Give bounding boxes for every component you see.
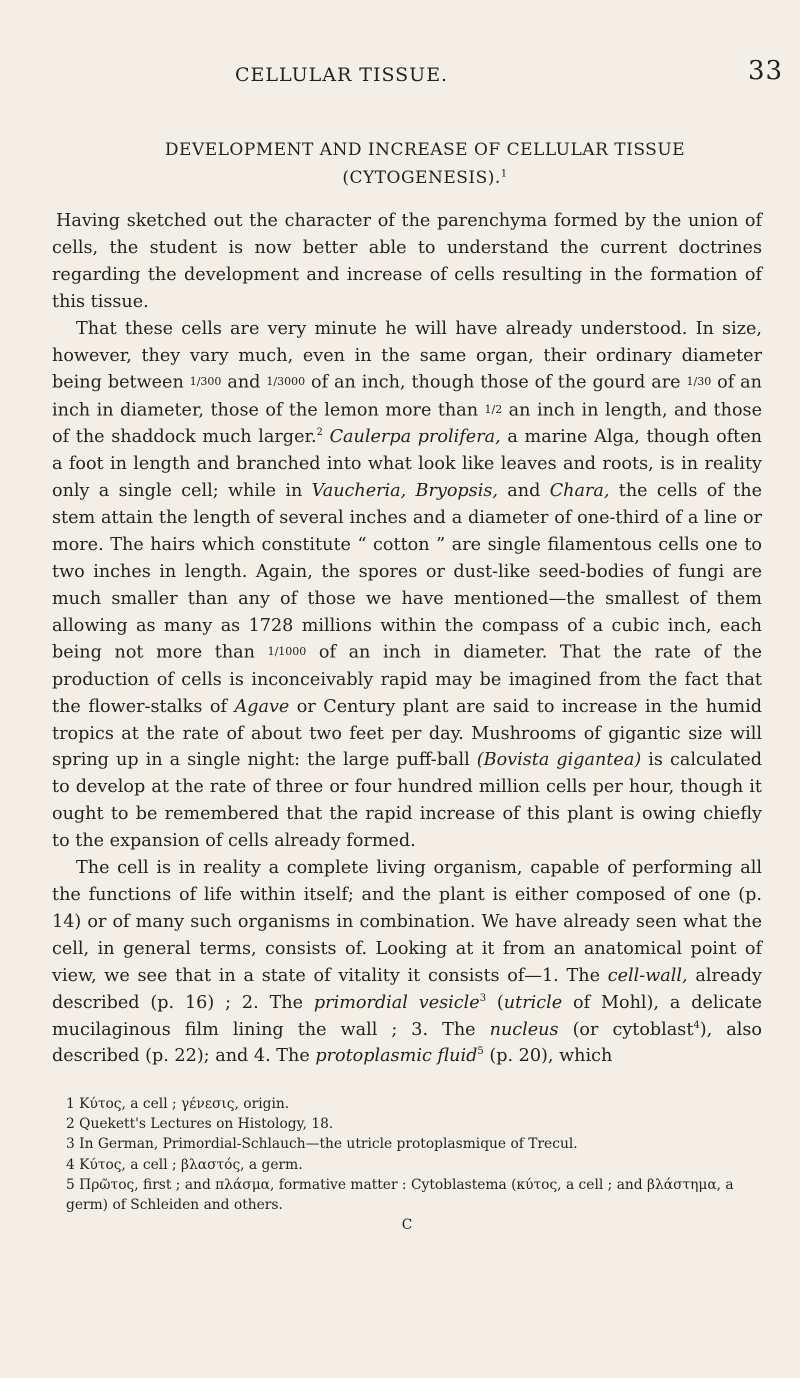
text-run: of an inch, though those of the gourd are: [305, 372, 687, 393]
italic-run: Caulerpa prolifera,: [329, 427, 501, 448]
text-run: That these cells are very minute he will have already understood. In size, however, they vary much, even in the same organ, their ordinary diameter being between: [52, 318, 762, 393]
footnote-ref-4: 4: [693, 1019, 700, 1031]
footnote-ref-5: 5: [477, 1046, 484, 1058]
text-run: (p. 20), which: [483, 1046, 613, 1067]
text-run: (: [486, 992, 504, 1013]
body-text: [52, 208, 762, 1070]
section-heading: [90, 136, 760, 192]
footnote-ref-3: 3: [479, 992, 487, 1004]
footnote-4: 4 Κύτος, a cell ; βλαστός, a germ.: [66, 1156, 303, 1173]
text-run: of Mohl), a delicate mucilaginous film lining the wall ; 3. The: [52, 992, 762, 1040]
running-head-title: CELLULAR TISSUE.: [235, 64, 449, 86]
footnote-ref-2: 2: [316, 427, 323, 439]
footnote-2: 2 Quekett's Lectures on Histology, 18.: [66, 1116, 334, 1133]
italic-run: Agave: [234, 696, 290, 717]
footnote-1: 1 Κύτος, a cell ; γένεσις, origin.: [66, 1096, 290, 1112]
text-run: (or cytoblast: [558, 1019, 694, 1040]
paragraph-3: [52, 855, 762, 1070]
text-run: and: [497, 480, 550, 501]
fraction: 1/300: [189, 375, 222, 389]
italic-run: Vaucheria, Bryopsis,: [311, 480, 498, 501]
italic-run: primordial vesicle: [313, 992, 480, 1013]
signature-mark: C: [401, 1217, 413, 1234]
page-number: 33: [748, 56, 784, 86]
footnotes: [52, 1094, 762, 1235]
text-run: of an inch in diameter. That the rate of the production of cells is inconceivably rapid may be imagined from the fact that the flower-stalks of: [52, 642, 762, 717]
text-run: or Century plant are said to increase in the humid tropics at the rate of about two feet per day. Mushrooms of gigantic size will spring up in a single night: the large puff-ball: [52, 696, 762, 771]
fraction: 1/30: [686, 375, 712, 389]
text-run: and: [221, 372, 267, 393]
fraction: 1/3000: [266, 375, 306, 389]
footnote-3: 3 In German, Primordial-Schlauch—the utricle protoplasmique of Trecul.: [66, 1136, 578, 1153]
text-run: The cell is in reality a complete living organism, capable of performing all the functions of life within itself; and the plant is either composed of one (p. 14) or of many such organisms in combination. We have already seen what the cell, in general terms, consists of. Looking at it from an anatomical point of view, we see that in a state of vitality it consists of—1. The: [52, 858, 762, 986]
italic-run: Chara,: [549, 480, 610, 501]
footnote-5: 5 Πρῶτος, first ; and πλάσμα, formative matter : Cytoblastema (κύτος, a cell ; and βλάστημα, a germ) of Schleiden and others.: [66, 1176, 734, 1214]
text-run: the cells of the stem attain the length of several inches and a diameter of one-third of a line or more. The hairs which constitute “ cotton ” are single filamentous cells one to two inches in length. Again, the spores or dust-like seed-bodies of fungi are much smaller than any of those we have mentioned—the smallest of them allowing as many as 1728 millions within the compass of a cubic inch, each being not more than: [52, 480, 762, 663]
text-run: is calculated to develop at the rate of three or four hundred million cells per hour, though it ought to be remembered that the rapid increase of this plant is owing chiefly to the expansion of cells already formed.: [52, 750, 762, 852]
italic-run: utricle: [503, 992, 563, 1013]
section-heading-line-2: [90, 164, 760, 192]
fraction: 1/2: [484, 402, 503, 416]
text-run: already described (p. 16) ; 2. The: [52, 965, 762, 1013]
section-heading-subtitle: (CYTOGENESIS).: [342, 168, 501, 188]
footnote-ref-1: 1: [500, 168, 508, 180]
paragraph-2: [52, 316, 762, 855]
italic-run: nucleus: [489, 1019, 559, 1040]
paragraph-1: Having sketched out the character of the parenchyma formed by the union of cells, the student is now better able to understand the current doctrines regarding the development and increase of cells resulting in the formation of this tissue.: [52, 211, 762, 312]
italic-run: cell-wall,: [607, 965, 688, 986]
section-heading-line-1: DEVELOPMENT AND INCREASE OF CELLULAR TISSUE: [164, 140, 686, 160]
text-run: a marine Alga, though often a foot in length and branched into what look like leaves and roots, is in reality only a single cell; while in: [52, 427, 762, 501]
text-run: an inch in length, and those of the shaddock much larger.: [52, 400, 762, 448]
text-run: of an inch in diameter, those of the lemon more than: [52, 372, 762, 421]
italic-run: (Bovista gigantea): [476, 750, 642, 771]
italic-run: protoplasmic fluid: [315, 1046, 478, 1067]
fraction: 1/1000: [267, 645, 307, 659]
text-run: ), also described (p. 22); and 4. The: [52, 1019, 762, 1067]
